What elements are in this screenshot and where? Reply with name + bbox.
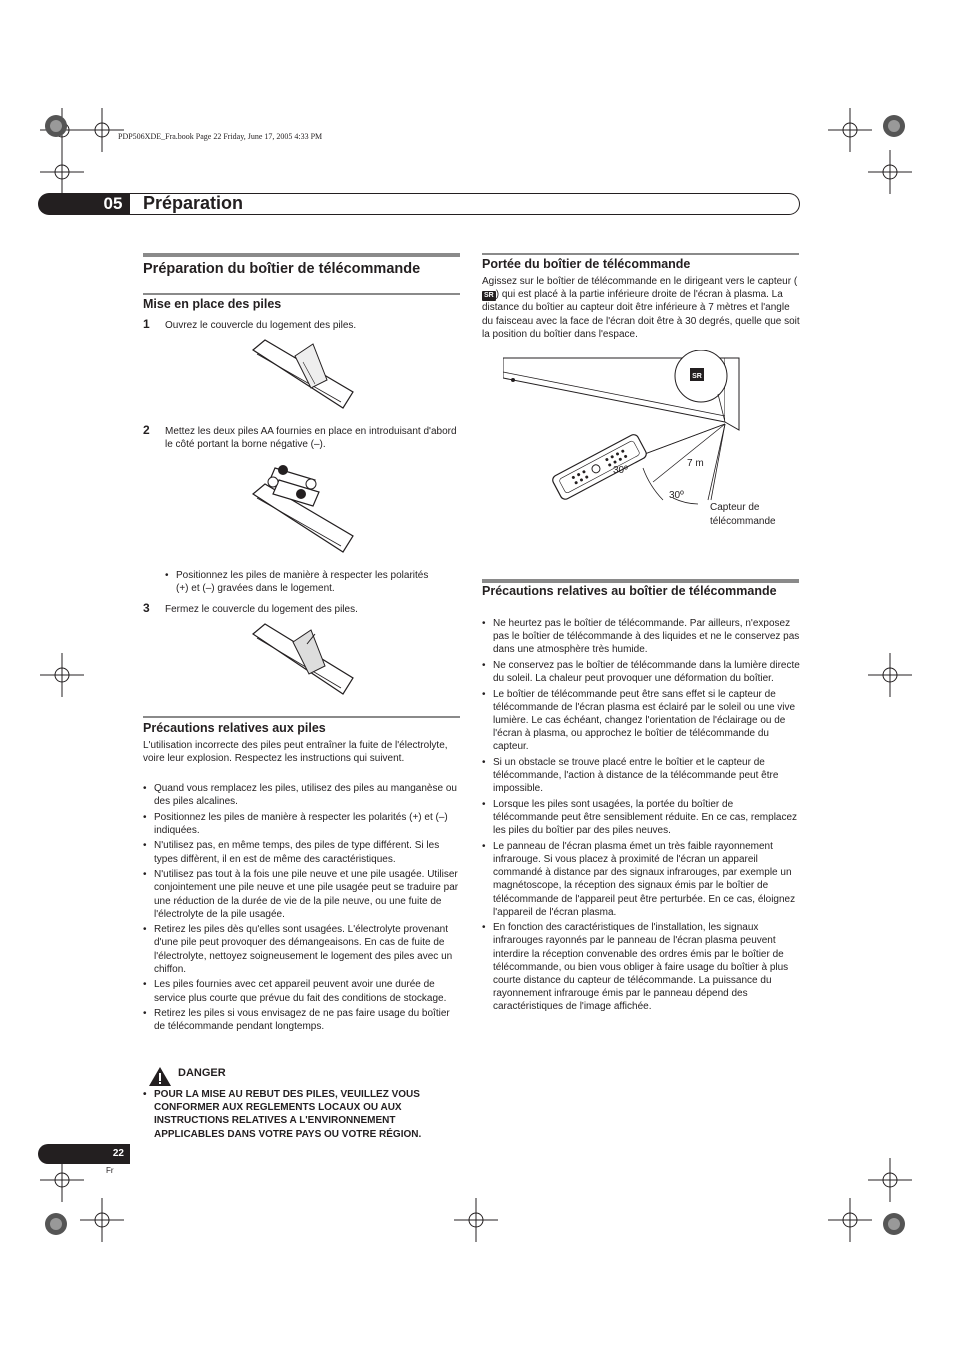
battery-precautions-list	[143, 782, 460, 1036]
step-3-text: Fermez le couvercle du logement des piles.	[165, 604, 358, 615]
subsection-rule	[143, 716, 460, 718]
danger-text: • POUR LA MISE AU REBUT DES PILES, VEUILLEZ VOUS CONFORMER AUX REGLEMENTS LOCAUX OU AUX INSTRUCTIONS RELATIVES A L'ENVIRONNEMENT APPLICABLES DANS VOTRE PAYS OU VOTRE RÉGION.	[143, 1088, 460, 1141]
subsection-rule	[482, 253, 799, 255]
subsection-rule	[143, 293, 460, 295]
list-item: • Le boîtier de télécommande peut être sans effet si le capteur de télécommande de l'écran plasma est éclairé par le soleil ou une vive lumière. Le cas échéant, changez l'orientation de l'éclairage ou de l'écran à plasma, ou approchez le boîtier de télécommande du capteur.	[482, 688, 800, 754]
remote-open-cover-illustration	[245, 336, 357, 416]
page-number: 22	[112, 1148, 124, 1159]
list-item: • Si un obstacle se trouve placé entre le boîtier et le capteur de télécommande, l'action à distance de la télécommande peut être impossible.	[482, 756, 800, 796]
battery-precautions-heading: Précautions relatives aux piles	[143, 721, 326, 735]
sensor-icon: SR	[484, 292, 494, 300]
list-item: • Retirez les piles dès qu'elles sont usagées. L'électrolyte provenant d'une pile peut provoquer des démangeaisons. En cas de fuite de l'électrolyte, nettoyez soigneusement le logement des piles avec un chiffon.	[143, 923, 460, 976]
distance-label: 7 m	[687, 458, 704, 469]
step-3-number: 3	[143, 601, 150, 615]
remote-precautions-list	[482, 617, 800, 1016]
step-1-text: Ouvrez le couvercle du logement des piles.	[165, 320, 357, 331]
list-item: • Lorsque les piles sont usagées, la portée du boîtier de télécommande peut être sensiblement réduite. En ce cas, remplacez les piles du boîtier par des piles neuves.	[482, 798, 800, 838]
danger-label: DANGER	[178, 1067, 226, 1079]
step-2-bullet: • Positionnez les piles de manière à respecter les polarités (+) et (–) gravées dans le logement.	[165, 569, 435, 595]
step-2-bullet-list	[165, 569, 435, 598]
section-title: Préparation du boîtier de télécommande	[143, 261, 421, 277]
step-2-text: Mettez les deux piles AA fournies en place en introduisant d'abord le côté portant la borne négative (–).	[165, 426, 457, 451]
battery-precautions-intro: L'utilisation incorrecte des piles peut entraîner la fuite de l'électrolyte, voire leur explosion. Respectez les instructions qui suivent.	[143, 740, 448, 765]
batteries-heading: Mise en place des piles	[143, 297, 282, 311]
list-item: • Quand vous remplacez les piles, utilisez des piles au manganèse ou des piles alcalines.	[143, 782, 460, 808]
page-language: Fr	[106, 1166, 114, 1175]
section-rule	[143, 253, 460, 257]
list-item: • Les piles fournies avec cet appareil peuvent avoir une durée de service plus courte que prévue du fait des conditions de stockage.	[143, 978, 460, 1004]
list-item: • Le panneau de l'écran plasma émet un très faible rayonnement infrarouge. Si vous placez à proximité de l'écran un appareil commandé à distance par des signaux infrarouges, par exemple un magnétoscope, la réception des signaux émis par le boîtier de télécommande de l'appareil peut être perturbée. En ce cas, éloignez l'appareil de l'écran plasma.	[482, 840, 800, 919]
remote-insert-batteries-illustration	[245, 460, 357, 560]
sensor-label-line-2: télécommande	[710, 516, 776, 527]
remote-close-cover-illustration	[245, 620, 357, 702]
warning-icon	[148, 1066, 172, 1087]
remote-precautions-heading: Précautions relatives au boîtier de télécommande	[482, 584, 777, 598]
step-1-number: 1	[143, 317, 150, 331]
list-item: • N'utilisez pas tout à la fois une pile neuve et une pile usagée. Utiliser conjointement une pile neuve et une pile usagée peut se traduire par une réduction de la durée de vie de la pile neuve, ou une fuite de l'électrolyte de la pile usagée.	[143, 868, 460, 921]
remote-range-heading: Portée du boîtier de télécommande	[482, 257, 691, 271]
section-rule	[482, 579, 799, 583]
list-item: • En fonction des caractéristiques de l'installation, les signaux infrarouges rayonnés par le panneau de l'écran plasma peuvent interdire la réception convenable des ordres émis par le boîtier de télécommande, ou bien vous obliger à faire usage du boîtier à plus courte distance du capteur de télécommande. La puissance du rayonnement infrarouge émis par le panneau dépend des caractéristiques de l'image affichée.	[482, 921, 800, 1013]
remote-range-text	[482, 275, 800, 341]
angle-left-label: 30º	[613, 465, 628, 476]
remote-range-diagram	[503, 350, 801, 560]
chapter-title: Préparation	[143, 193, 244, 213]
danger-list	[143, 1088, 460, 1141]
list-item: • N'utilisez pas, en même temps, des piles de type différent. Si les types diffèrent, il en est de même des caractéristiques.	[143, 839, 460, 865]
angle-right-label: 30º	[669, 490, 684, 501]
sensor-label-line-1: Capteur de	[710, 502, 760, 513]
list-item: • Retirez les piles si vous envisagez de ne pas faire usage du boîtier de télécommande pendant longtemps.	[143, 1007, 460, 1033]
list-item: • Ne heurtez pas le boîtier de télécommande. Par ailleurs, n'exposez pas le boîtier de télécommande à des liquides et ne le conservez pas dans une atmosphère très humide.	[482, 617, 800, 657]
step-2-number: 2	[143, 423, 150, 437]
range-text-part: ) qui est placé à la partie inférieure droite de l'écran à plasma. La distance du boîtier au capteur doit être inférieure à 7 mètres et l'angle du faisceau avec la face de l'écran doit être à 30 degrés, quelle que soit la position du boîtier dans l'espace.	[482, 289, 800, 340]
range-text-part: Agissez sur le boîtier de télécommande en le dirigeant vers le capteur (	[482, 276, 798, 287]
list-item: • Positionnez les piles de manière à respecter les polarités (+) et (–) indiquées.	[143, 811, 460, 837]
sensor-symbol: SR	[692, 373, 702, 380]
list-item: • Ne conservez pas le boîtier de télécommande dans la lumière directe du soleil. La chaleur peut provoquer une déformation du boîtier.	[482, 659, 800, 685]
chapter-number: 05	[103, 194, 123, 213]
print-header: PDP506XDE_Fra.book Page 22 Friday, June 17, 2005 4:33 PM	[118, 132, 323, 141]
